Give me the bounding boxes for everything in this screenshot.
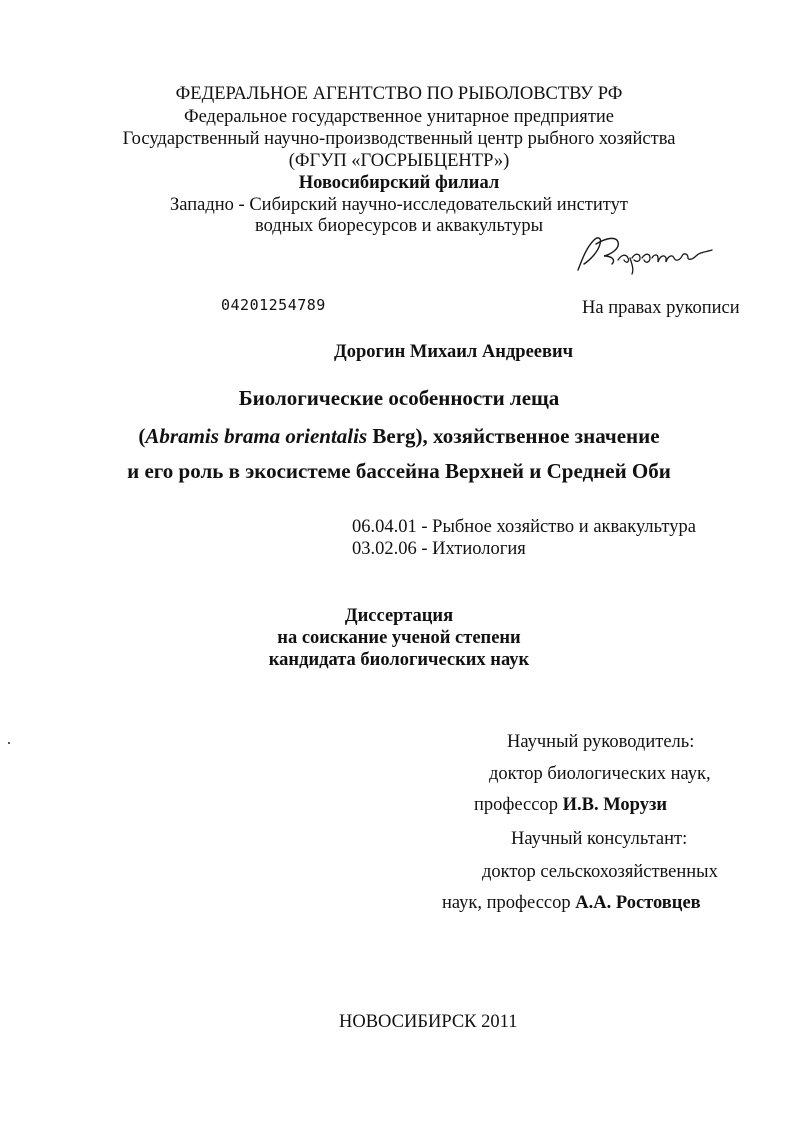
title-line2-open: ( (138, 424, 146, 448)
dissertation-purpose: на соискание ученой степени (277, 628, 521, 648)
scan-speck (8, 742, 10, 744)
consultant-rank: наук, профессор (442, 893, 576, 913)
supervisor-title (474, 794, 667, 816)
branch-name: Новосибирский филиал (298, 173, 500, 193)
dissertation-label: Диссертация (344, 606, 454, 626)
city-year: НОВОСИБИРСК 2011 (339, 1012, 518, 1032)
title-line2 (0, 423, 798, 449)
manuscript-rights-note: На правах рукописи (582, 298, 740, 318)
institute-name-line2: водных биоресурсов и аквакультуры (254, 216, 544, 236)
registry-number: 04201254789 (221, 296, 326, 314)
handwritten-signature (572, 230, 722, 278)
enterprise-type: Федеральное государственное унитарное предприятие (183, 107, 615, 127)
agency-name: ФЕДЕРАЛЬНОЕ АГЕНТСТВО ПО РЫБОЛОВСТВУ РФ (175, 84, 623, 104)
consultant-name: А.А. Ростовцев (575, 893, 701, 913)
research-center: Государственный научно-производственный центр рыбного хозяйства (122, 129, 676, 149)
supervisor-degree: доктор биологических наук, (489, 764, 711, 784)
consultant-degree-line2 (442, 892, 701, 914)
specialty-2: 03.02.06 - Ихтиология (352, 539, 526, 559)
species-name: Abramis brama orientalis (145, 424, 368, 448)
author-name: Дорогин Михаил Андреевич (334, 342, 574, 362)
supervisor-rank: профессор (474, 795, 563, 815)
specialty-1: 06.04.01 - Рыбное хозяйство и аквакультура (352, 517, 696, 537)
consultant-degree-line1: доктор сельскохозяйственных (482, 862, 718, 882)
title-line3: и его роль в экосистеме бассейна Верхней и Средней Оби (127, 459, 671, 483)
consultant-heading: Научный консультант: (511, 829, 688, 849)
dissertation-degree: кандидата биологических наук (268, 650, 530, 670)
title-line1: Биологические особенности леща (238, 386, 560, 410)
supervisor-heading: Научный руководитель: (507, 732, 695, 752)
supervisor-name: И.В. Морузи (562, 795, 668, 815)
institute-name-line1: Западно - Сибирский научно-исследовательский институт (170, 195, 628, 215)
title-line2-rest: Berg), хозяйственное значение (367, 424, 660, 448)
organization-abbreviation: (ФГУП «ГОСРЫБЦЕНТР») (288, 151, 510, 171)
